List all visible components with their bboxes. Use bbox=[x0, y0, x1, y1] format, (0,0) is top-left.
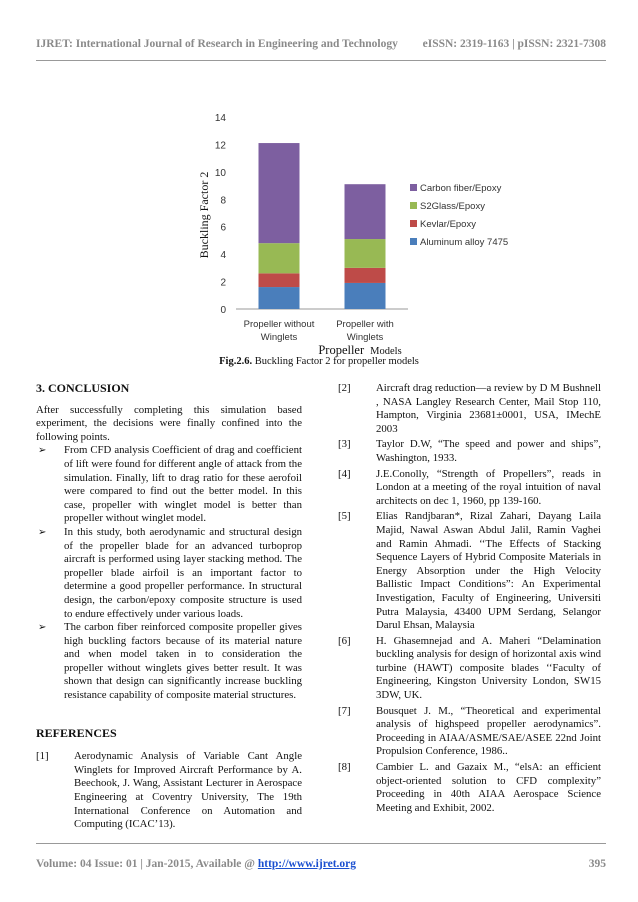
bar-segment bbox=[345, 239, 386, 268]
reference-number: [6] bbox=[338, 634, 351, 647]
conclusion-bullet bbox=[36, 444, 302, 526]
arrow-bullet-icon: ➢ bbox=[38, 622, 47, 634]
legend-swatch bbox=[410, 184, 417, 191]
journal-link[interactable]: http://www.ijret.org bbox=[257, 858, 357, 870]
legend-swatch bbox=[410, 238, 417, 245]
conclusion-intro: After successfully completing this simulation based experiment, the decisions were finally confined into the following points. bbox=[36, 403, 302, 443]
bar-segment bbox=[259, 287, 300, 309]
reference-item bbox=[36, 750, 302, 832]
buckling-factor-chart bbox=[190, 105, 520, 367]
x-tick-label: Propeller without bbox=[243, 319, 315, 330]
reference-text: J.E.Conolly, “Strength of Propellers”, reads in London at a meeting of the royal intuition of naval architects on dec 1, 1960, pp 139-160. bbox=[376, 467, 601, 507]
arrow-bullet-icon: ➢ bbox=[38, 445, 47, 457]
journal-name: IJRET: International Journal of Research in Engineering and Technology bbox=[36, 38, 398, 50]
x-axis-label: Propeller Models bbox=[318, 343, 402, 357]
figure-label: Fig.2.6. bbox=[219, 356, 253, 367]
x-tick-label: Winglets bbox=[260, 332, 298, 343]
footer-volume-text: Volume: 04 Issue: 01 | Jan-2015, Available @ bbox=[36, 858, 255, 870]
reference-number: [8] bbox=[338, 761, 351, 774]
reference-text: Elias Randjbaran*, Rizal Zahari, Dayang Laila Majid, Nawal Aswan Abdul Jalil, Ramin Vaghei and Ramin Ahmadi. ‘‘The Effects of Stacking Sequence Layers of Hybrid Composite Materials in Energy Absorption under the High Velocity Ballistic Impact Conditions”: An Experimental Investigation, Faculty of Engineering, Universiti Putra Malaysia, 43400 UPM Serdang, Selangor Darul Ehsan, Malaysia bbox=[376, 510, 601, 632]
references-heading: REFERENCES bbox=[36, 725, 117, 740]
reference-item bbox=[338, 635, 601, 703]
bar-segment bbox=[345, 268, 386, 283]
reference-text: Taylor D.W, “The speed and power and ships”, Washington, 1933. bbox=[376, 438, 601, 464]
bar-segment bbox=[259, 143, 300, 243]
issn: eISSN: 2319-1163 | pISSN: 2321-7308 bbox=[422, 38, 606, 50]
legend-swatch bbox=[410, 220, 417, 227]
footer-rule bbox=[36, 843, 606, 844]
reference-text: Aircraft drag reduction—a review by D M Bushnell , NASA Langley Research Center, Mail Stop 110, Hampton, Virginia 23681±0001, USA, IMechE 2003 bbox=[376, 382, 601, 435]
y-tick-label: 8 bbox=[220, 195, 226, 207]
reference-number: [3] bbox=[338, 438, 351, 451]
x-tick-label: Propeller with bbox=[336, 319, 394, 330]
bullet-text: From CFD analysis Coefficient of drag and coefficient of lift were found for different angle of attack from the simulation. Finally, lift to drag ratio for these aerofoil were compared to find out the better model. In this case, propeller with winglet model is better than propeller without winglet model. bbox=[64, 444, 302, 525]
legend-entry: Aluminum alloy 7475 bbox=[420, 237, 509, 248]
y-tick-label: 6 bbox=[220, 222, 226, 234]
reference-text: Bousquet J. M., “Theoretical and experimental analysis of highspeed propeller aerodynamics”. Proceeding in AIAA/ASME/SAE/ASEE 22nd Joint Propulsion Conference, 1986.. bbox=[376, 704, 601, 758]
y-tick-label: 2 bbox=[220, 277, 226, 289]
reference-item bbox=[338, 761, 601, 815]
bar-segment bbox=[259, 243, 300, 273]
y-tick-label: 12 bbox=[214, 140, 226, 152]
y-tick-label: 4 bbox=[220, 250, 226, 262]
reference-item bbox=[338, 382, 601, 436]
conclusion-heading: 3. CONCLUSION bbox=[36, 381, 130, 395]
y-axis-label: Buckling Factor 2 bbox=[197, 171, 211, 259]
reference-item bbox=[338, 705, 601, 759]
legend-entry: Carbon fiber/Epoxy bbox=[420, 183, 502, 194]
figure-text: Buckling Factor 2 for propeller models bbox=[254, 356, 419, 367]
right-column bbox=[338, 382, 601, 817]
legend-swatch bbox=[410, 202, 417, 209]
reference-item bbox=[338, 468, 601, 509]
bar-segment bbox=[259, 273, 300, 287]
bullet-text: In this study, both aerodynamic and structural design of the propeller blade for an advanced turboprop aircraft is performed using layer stacking method. The propeller blade airfoil is an important factor to determine a good propeller performance. In structural design, the carbon/epoxy composite structure is used to endure effectively under various loads. bbox=[64, 525, 302, 620]
y-tick-label: 0 bbox=[220, 305, 226, 316]
x-tick-label: Winglets bbox=[346, 332, 384, 343]
reference-item bbox=[338, 510, 601, 632]
page-header bbox=[36, 38, 606, 54]
reference-number: [1] bbox=[36, 750, 49, 763]
reference-number: [4] bbox=[338, 467, 351, 480]
bullet-text: The carbon fiber reinforced composite propeller gives high buckling factors because of its material nature and when model taken in to consideration the propeller without winglets gives better result. It was shown that design can significantly increase buckling resistance capability of composite material structures. bbox=[64, 621, 302, 702]
figure-caption bbox=[0, 356, 638, 367]
reference-text: Aerodynamic Analysis of Variable Cant Angle Winglets for Improved Aircraft Performance by A. Beechook, J. Wang, Assistant Lecturer in Aerospace Engineering at Coventry University, The 19th International Conference on Automation and Computing (ICAC’13). bbox=[74, 750, 302, 831]
legend-entry: Kevlar/Epoxy bbox=[420, 219, 476, 230]
conclusion-bullet bbox=[36, 621, 302, 703]
y-tick-label: 14 bbox=[214, 113, 226, 124]
conclusion-bullet bbox=[36, 526, 302, 621]
reference-number: [5] bbox=[338, 510, 351, 523]
bar-segment bbox=[345, 283, 386, 309]
left-column bbox=[36, 382, 302, 834]
reference-text: H. Ghasemnejad and A. Maheri “Delamination buckling analysis for design of horizontal axis wind turbine (HAWT) composite blades ‘‘Faculty of Engineering, Kingston University London, SW15 3DW, UK. bbox=[376, 634, 601, 702]
legend-entry: S2Glass/Epoxy bbox=[420, 201, 485, 212]
y-tick-label: 10 bbox=[214, 167, 226, 179]
page-number: 395 bbox=[588, 858, 606, 870]
header-rule bbox=[36, 60, 606, 61]
reference-number: [2] bbox=[338, 382, 351, 394]
reference-number: [7] bbox=[338, 704, 351, 717]
arrow-bullet-icon: ➢ bbox=[38, 526, 47, 538]
reference-item bbox=[338, 438, 601, 465]
bar-segment bbox=[345, 184, 386, 239]
reference-text: Cambier L. and Gazaix M., “elsA: an efficient object-oriented solution to CFD complexity” Proceeding in 40th AIAA Aerospace Science Meeting and Exhibit, 2002. bbox=[376, 761, 601, 814]
page-footer bbox=[36, 858, 606, 870]
footer-volume bbox=[36, 858, 356, 870]
